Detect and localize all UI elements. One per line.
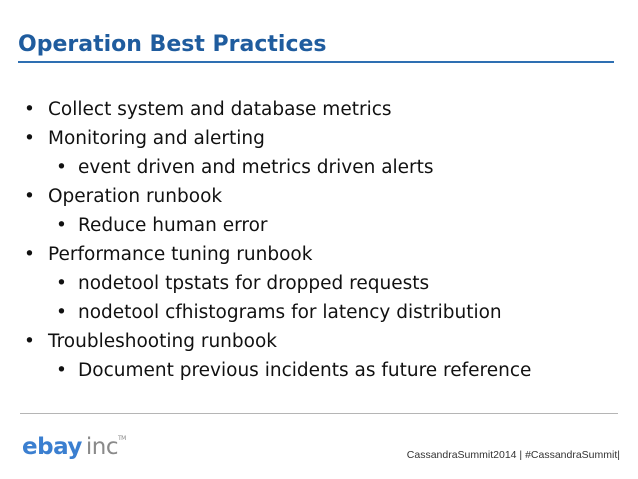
bullet-item: • Operation runbook (0, 182, 638, 211)
sub-bullet-item: • nodetool tpstats for dropped requests (0, 269, 638, 298)
ebay-inc-logo (22, 436, 126, 459)
slide-title: Operation Best Practices (18, 32, 327, 57)
bullet-item: • Collect system and database metrics (0, 95, 638, 124)
title-divider (18, 61, 614, 63)
sub-bullet-item: • nodetool cfhistograms for latency distribution (0, 298, 638, 327)
sub-bullet-item: • event driven and metrics driven alerts (0, 153, 638, 182)
bullet-item: • Performance tuning runbook (0, 240, 638, 269)
sub-bullet-item: • Reduce human error (0, 211, 638, 240)
bullet-item: • Monitoring and alerting (0, 124, 638, 153)
bullet-item: • Troubleshooting runbook (0, 327, 638, 356)
footer-event-text: CassandraSummit2014 | #CassandraSummit| (406, 449, 620, 461)
footer-divider (20, 413, 618, 414)
logo-trademark: TM (118, 435, 126, 442)
bullet-list (0, 95, 638, 385)
sub-bullet-item: • Document previous incidents as future reference (0, 356, 638, 385)
logo-ebay-wordmark: ebay (22, 434, 82, 460)
logo-inc-wordmark: inc (85, 434, 118, 460)
